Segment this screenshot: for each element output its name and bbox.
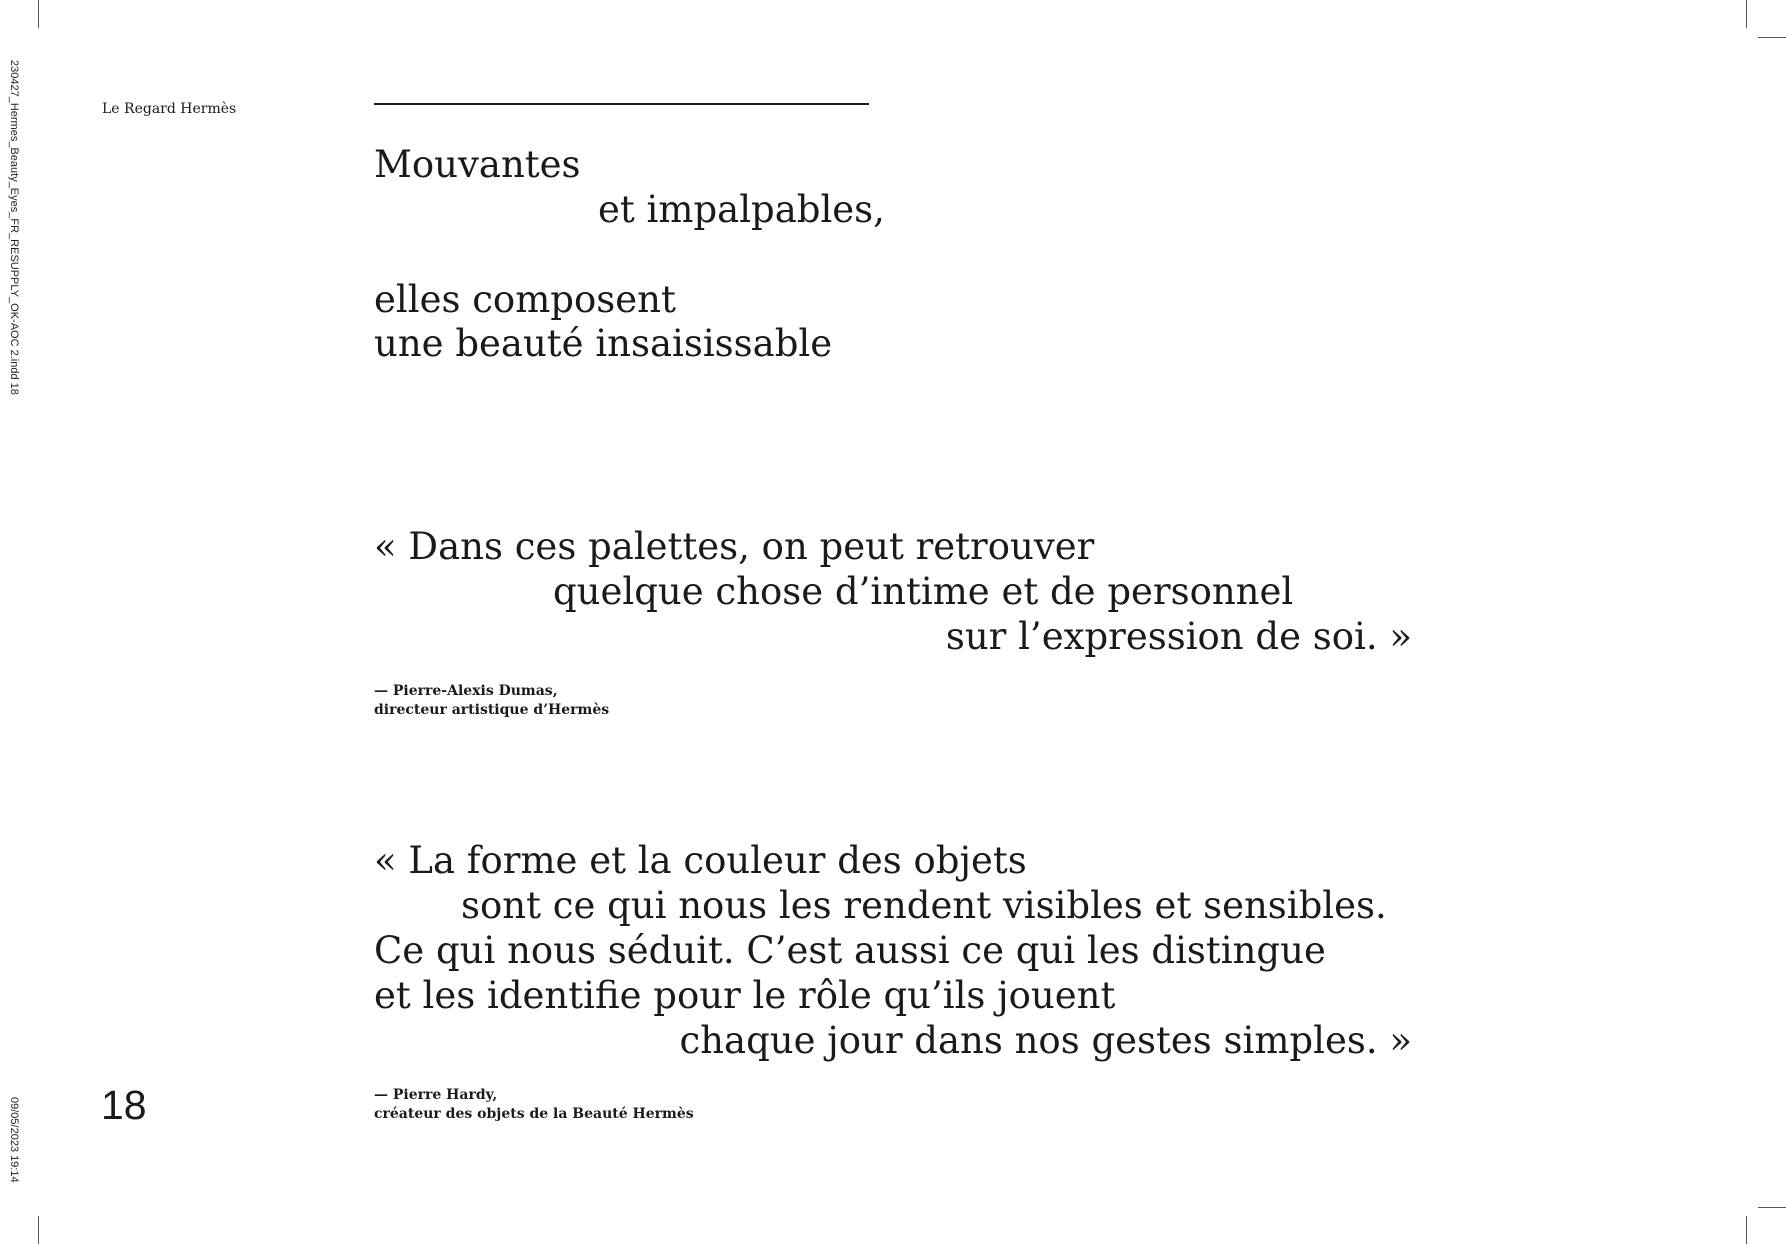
crop-mark-bottom-right-h — [1758, 1207, 1786, 1208]
quote2-line-1: « La forme et la couleur des objets — [374, 839, 1027, 882]
crop-mark-bottom-right-v — [1746, 1216, 1747, 1244]
quote1-author: — Pierre-Alexis Dumas, — [374, 683, 558, 699]
quote1-line-3: sur l’expression de soi. » — [945, 615, 1412, 658]
crop-mark-top-right-v — [1746, 0, 1747, 28]
intro-line-4: une beauté insaisissable — [374, 322, 833, 365]
crop-mark-top-left — [38, 0, 39, 28]
quote2-line-3: Ce qui nous séduit. C’est aussi ce qui les distingue — [374, 929, 1326, 972]
quote2-author: — Pierre Hardy, — [374, 1087, 498, 1103]
quote1-line-1: « Dans ces palettes, on peut retrouver — [374, 525, 1095, 568]
crop-mark-top-right-h — [1758, 37, 1786, 38]
crop-mark-bottom-left — [38, 1216, 39, 1244]
page-number: 18 — [101, 1082, 147, 1128]
quote2-line-4: et les identifie pour le rôle qu’ils jouent — [374, 974, 1116, 1017]
header-rule — [374, 103, 869, 105]
quote2-line-2: sont ce qui nous les rendent visibles et sensibles. — [461, 884, 1387, 927]
quote2-line-5: chaque jour dans nos gestes simples. » — [679, 1019, 1412, 1062]
quote2-role: créateur des objets de la Beauté Hermès — [374, 1106, 694, 1122]
quote1-role: directeur artistique d’Hermès — [374, 702, 610, 718]
quote1-line-2: quelque chose d’intime et de personnel — [553, 570, 1294, 613]
intro-line-2: et impalpables, — [598, 188, 885, 231]
intro-line-1: Mouvantes — [374, 143, 581, 186]
intro-line-3: elles composent — [374, 278, 676, 321]
slug-date-info: 09/05/2023 19:14 — [8, 1097, 20, 1183]
slug-file-info: 230427_Hermes_Beauty_Eyes_FR_RESUPPLY_OK-AOC 2.indd 18 — [8, 60, 20, 395]
running-head: Le Regard Hermès — [102, 101, 237, 117]
